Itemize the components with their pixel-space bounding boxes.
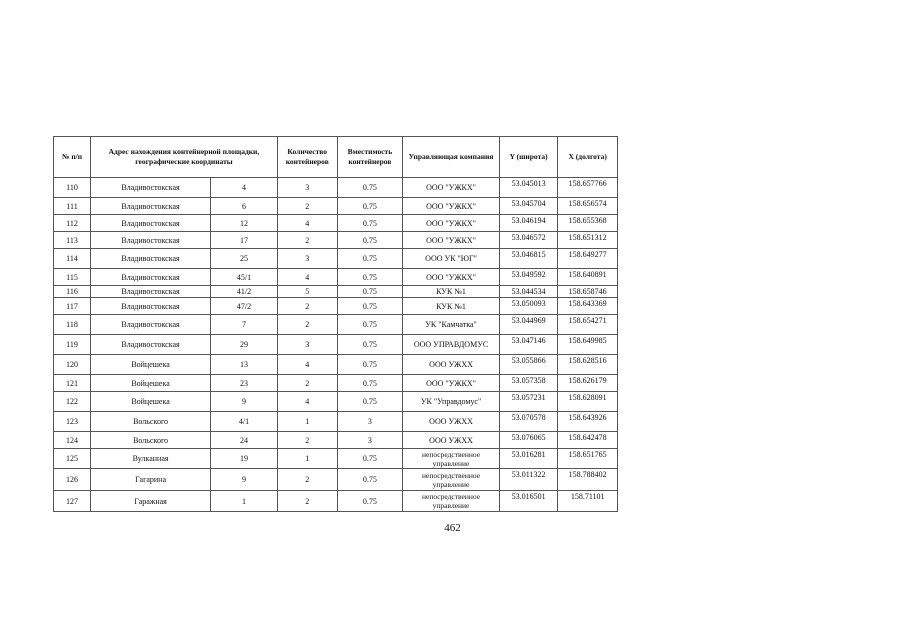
cell-count: 3 bbox=[277, 249, 337, 269]
cell-capacity: 0.75 bbox=[337, 232, 403, 249]
cell-count: 1 bbox=[277, 412, 337, 432]
cell-house: 47/2 bbox=[211, 298, 278, 315]
cell-capacity: 0.75 bbox=[337, 198, 403, 215]
cell-count: 2 bbox=[277, 232, 337, 249]
cell-x: 158.642478 bbox=[558, 432, 618, 449]
cell-street: Владивостокская bbox=[90, 315, 210, 335]
table-row bbox=[54, 298, 618, 315]
cell-y: 53.016281 bbox=[499, 449, 558, 469]
cell-capacity: 0.75 bbox=[337, 491, 403, 512]
cell-x: 158.628516 bbox=[558, 355, 618, 375]
cell-y: 53.044969 bbox=[499, 315, 558, 335]
cell-street: Владивостокская bbox=[90, 286, 210, 298]
cell-num: 116 bbox=[54, 286, 91, 298]
cell-capacity: 3 bbox=[337, 412, 403, 432]
header-num: № п/п bbox=[54, 137, 91, 178]
cell-house: 23 bbox=[211, 375, 278, 392]
cell-num: 112 bbox=[54, 215, 91, 232]
cell-x: 158.651312 bbox=[558, 232, 618, 249]
table-row bbox=[54, 249, 618, 269]
cell-company: непосредственное управление bbox=[403, 449, 500, 469]
cell-house: 4 bbox=[211, 178, 278, 198]
cell-capacity: 0.75 bbox=[337, 355, 403, 375]
cell-count: 2 bbox=[277, 315, 337, 335]
cell-x: 158.649985 bbox=[558, 335, 618, 355]
cell-company: ООО УЖХХ bbox=[403, 412, 500, 432]
table-row bbox=[54, 392, 618, 412]
cell-count: 2 bbox=[277, 491, 337, 512]
cell-street: Владивостокская bbox=[90, 298, 210, 315]
table-body bbox=[54, 178, 618, 512]
cell-house: 45/1 bbox=[211, 269, 278, 286]
table-row bbox=[54, 491, 618, 512]
cell-capacity: 0.75 bbox=[337, 215, 403, 232]
cell-house: 7 bbox=[211, 315, 278, 335]
cell-num: 119 bbox=[54, 335, 91, 355]
cell-num: 125 bbox=[54, 449, 91, 469]
cell-street: Вольского bbox=[90, 412, 210, 432]
cell-street: Войцешека bbox=[90, 355, 210, 375]
cell-y: 53.055866 bbox=[499, 355, 558, 375]
cell-x: 158.643926 bbox=[558, 412, 618, 432]
cell-company: ООО "УЖКХ" bbox=[403, 178, 500, 198]
cell-company: ООО "УЖКХ" bbox=[403, 269, 500, 286]
cell-street: Владивостокская bbox=[90, 178, 210, 198]
cell-y: 53.011322 bbox=[499, 469, 558, 491]
cell-x: 158.657766 bbox=[558, 178, 618, 198]
cell-street: Войцешека bbox=[90, 392, 210, 412]
cell-y: 53.044534 bbox=[499, 286, 558, 298]
cell-num: 120 bbox=[54, 355, 91, 375]
cell-house: 9 bbox=[211, 469, 278, 491]
table-row bbox=[54, 198, 618, 215]
cell-street: Войцешека bbox=[90, 375, 210, 392]
cell-y: 53.016501 bbox=[499, 491, 558, 512]
cell-num: 122 bbox=[54, 392, 91, 412]
cell-capacity: 0.75 bbox=[337, 249, 403, 269]
cell-num: 113 bbox=[54, 232, 91, 249]
cell-house: 4/1 bbox=[211, 412, 278, 432]
cell-y: 53.045013 bbox=[499, 178, 558, 198]
cell-y: 53.076065 bbox=[499, 432, 558, 449]
cell-x: 158.643369 bbox=[558, 298, 618, 315]
cell-y: 53.050093 bbox=[499, 298, 558, 315]
cell-x: 158.651765 bbox=[558, 449, 618, 469]
cell-house: 12 bbox=[211, 215, 278, 232]
cell-x: 158.640891 bbox=[558, 269, 618, 286]
cell-company: УК "Управдомус" bbox=[403, 392, 500, 412]
cell-street: Вольского bbox=[90, 432, 210, 449]
cell-capacity: 0.75 bbox=[337, 315, 403, 335]
cell-y: 53.047146 bbox=[499, 335, 558, 355]
cell-num: 123 bbox=[54, 412, 91, 432]
cell-house: 25 bbox=[211, 249, 278, 269]
cell-company: ООО "УЖКХ" bbox=[403, 375, 500, 392]
cell-house: 13 bbox=[211, 355, 278, 375]
cell-house: 6 bbox=[211, 198, 278, 215]
cell-street: Гагарина bbox=[90, 469, 210, 491]
table-row bbox=[54, 315, 618, 335]
cell-company: ООО "УЖКХ" bbox=[403, 215, 500, 232]
cell-company: непосредственное управление bbox=[403, 491, 500, 512]
cell-count: 3 bbox=[277, 335, 337, 355]
table-row bbox=[54, 335, 618, 355]
cell-house: 24 bbox=[211, 432, 278, 449]
table-row bbox=[54, 286, 618, 298]
cell-street: Владивостокская bbox=[90, 215, 210, 232]
table-row bbox=[54, 232, 618, 249]
cell-y: 53.046572 bbox=[499, 232, 558, 249]
cell-house: 19 bbox=[211, 449, 278, 469]
cell-house: 41/2 bbox=[211, 286, 278, 298]
cell-count: 4 bbox=[277, 392, 337, 412]
cell-count: 3 bbox=[277, 178, 337, 198]
cell-count: 4 bbox=[277, 215, 337, 232]
cell-count: 4 bbox=[277, 355, 337, 375]
cell-capacity: 0.75 bbox=[337, 469, 403, 491]
cell-street: Владивостокская bbox=[90, 335, 210, 355]
cell-count: 1 bbox=[277, 449, 337, 469]
containers-table bbox=[53, 136, 618, 512]
table-row bbox=[54, 355, 618, 375]
cell-num: 126 bbox=[54, 469, 91, 491]
cell-num: 117 bbox=[54, 298, 91, 315]
cell-capacity: 0.75 bbox=[337, 392, 403, 412]
cell-x: 158.788402 bbox=[558, 469, 618, 491]
cell-company: КУК №1 bbox=[403, 298, 500, 315]
header-company: Управляющая компания bbox=[403, 137, 500, 178]
cell-num: 111 bbox=[54, 198, 91, 215]
cell-x: 158.649277 bbox=[558, 249, 618, 269]
cell-num: 114 bbox=[54, 249, 91, 269]
cell-count: 4 bbox=[277, 269, 337, 286]
cell-company: ООО УЖХХ bbox=[403, 355, 500, 375]
header-address: Адрес нахождения контейнерной площадки, географические координаты bbox=[90, 137, 277, 178]
cell-street: Владивостокская bbox=[90, 198, 210, 215]
cell-street: Владивостокская bbox=[90, 269, 210, 286]
cell-street: Владивостокская bbox=[90, 249, 210, 269]
cell-y: 53.070578 bbox=[499, 412, 558, 432]
cell-x: 158.656574 bbox=[558, 198, 618, 215]
cell-company: ООО УЖХХ bbox=[403, 432, 500, 449]
table-row bbox=[54, 469, 618, 491]
table-row bbox=[54, 215, 618, 232]
cell-company: УК "Камчатка" bbox=[403, 315, 500, 335]
cell-x: 158.626179 bbox=[558, 375, 618, 392]
cell-company: ООО УК "ЮГ" bbox=[403, 249, 500, 269]
header-capacity: Вместимость контейнеров bbox=[337, 137, 403, 178]
cell-capacity: 0.75 bbox=[337, 286, 403, 298]
cell-y: 53.049592 bbox=[499, 269, 558, 286]
cell-company: ООО "УЖКХ" bbox=[403, 198, 500, 215]
cell-capacity: 0.75 bbox=[337, 298, 403, 315]
cell-capacity: 3 bbox=[337, 432, 403, 449]
cell-house: 17 bbox=[211, 232, 278, 249]
cell-y: 53.057358 bbox=[499, 375, 558, 392]
cell-count: 5 bbox=[277, 286, 337, 298]
cell-house: 9 bbox=[211, 392, 278, 412]
cell-x: 158.71101 bbox=[558, 491, 618, 512]
cell-num: 127 bbox=[54, 491, 91, 512]
table-row bbox=[54, 449, 618, 469]
cell-y: 53.045704 bbox=[499, 198, 558, 215]
cell-count: 2 bbox=[277, 432, 337, 449]
cell-company: ООО УПРАВДОМУС bbox=[403, 335, 500, 355]
header-count: Количество контейнеров bbox=[277, 137, 337, 178]
cell-capacity: 0.75 bbox=[337, 178, 403, 198]
cell-street: Вулканная bbox=[90, 449, 210, 469]
cell-street: Гаражная bbox=[90, 491, 210, 512]
cell-x: 158.628091 bbox=[558, 392, 618, 412]
table-row bbox=[54, 432, 618, 449]
cell-count: 2 bbox=[277, 375, 337, 392]
header-x: X (долгота) bbox=[558, 137, 618, 178]
cell-num: 124 bbox=[54, 432, 91, 449]
cell-count: 2 bbox=[277, 198, 337, 215]
cell-capacity: 0.75 bbox=[337, 375, 403, 392]
cell-house: 1 bbox=[211, 491, 278, 512]
cell-house: 29 bbox=[211, 335, 278, 355]
cell-street: Владивостокская bbox=[90, 232, 210, 249]
cell-x: 158.658746 bbox=[558, 286, 618, 298]
table-row bbox=[54, 375, 618, 392]
cell-x: 158.655368 bbox=[558, 215, 618, 232]
cell-num: 118 bbox=[54, 315, 91, 335]
page-number: 462 bbox=[444, 522, 461, 534]
table-row bbox=[54, 269, 618, 286]
cell-count: 2 bbox=[277, 298, 337, 315]
header-y: Y (широта) bbox=[499, 137, 558, 178]
cell-count: 2 bbox=[277, 469, 337, 491]
cell-x: 158.654271 bbox=[558, 315, 618, 335]
cell-company: непосредственное управление bbox=[403, 469, 500, 491]
cell-capacity: 0.75 bbox=[337, 449, 403, 469]
cell-company: ООО "УЖКХ" bbox=[403, 232, 500, 249]
cell-num: 110 bbox=[54, 178, 91, 198]
cell-y: 53.046194 bbox=[499, 215, 558, 232]
cell-num: 121 bbox=[54, 375, 91, 392]
cell-capacity: 0.75 bbox=[337, 269, 403, 286]
cell-y: 53.046815 bbox=[499, 249, 558, 269]
cell-company: КУК №1 bbox=[403, 286, 500, 298]
cell-y: 53.057231 bbox=[499, 392, 558, 412]
cell-num: 115 bbox=[54, 269, 91, 286]
table-row bbox=[54, 178, 618, 198]
table-header-row bbox=[54, 137, 618, 178]
cell-capacity: 0.75 bbox=[337, 335, 403, 355]
table-row bbox=[54, 412, 618, 432]
